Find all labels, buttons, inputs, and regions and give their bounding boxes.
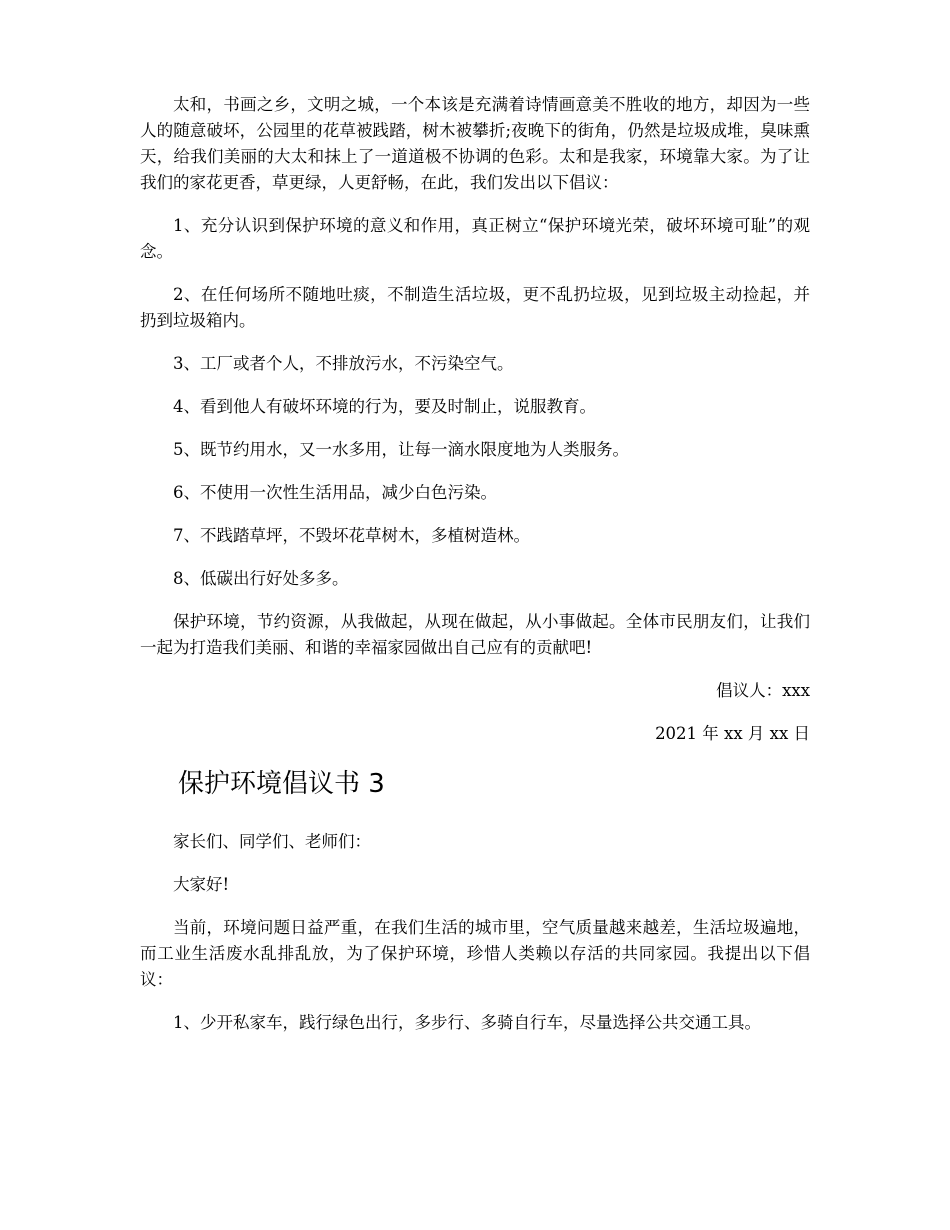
proposal-item-1: 1、充分认识到保护环境的意义和作用，真正树立“保护环境光荣，破坏环境可耻”的观念。: [140, 216, 810, 261]
greeting: 大家好!: [173, 875, 230, 894]
section3-title: 保护环境倡议书 3: [178, 769, 385, 799]
date-line: 2021 年 xx 月 xx 日: [655, 724, 810, 743]
section3-item-1: 1、少开私家车，践行绿色出行，多步行、多骑自行车，尽量选择公共交通工具。: [173, 1013, 761, 1032]
proposal-item-7: 7、不践踏草坪，不毁坏花草树木，多植树造林。: [173, 526, 530, 545]
proposal-item-4: 4、看到他人有破坏环境的行为，要及时制止，说服教育。: [173, 397, 596, 416]
section2-closing: 保护环境，节约资源，从我做起，从现在做起，从小事做起。全体市民朋友们，让我们一起为打造我们美丽、和谐的幸福家园做出自己应有的贡献吧!: [140, 612, 810, 657]
section2-intro: 太和，书画之乡，文明之城，一个本该是充满着诗情画意美不胜收的地方，却因为一些人的随意破坏，公园里的花草被践踏，树木被攀折;夜晚下的街角，仍然是垃圾成堆，臭味熏天，给我们美丽的大太和抹上了一道道极不协调的色彩。太和是我家，环境靠大家。为了让我们的家花更香，草更绿，人更舒畅，在此，我们发出以下倡议：: [140, 95, 810, 192]
salutation: 家长们、同学们、老师们：: [173, 832, 371, 851]
proposal-item-3: 3、工厂或者个人，不排放污水，不污染空气。: [173, 354, 514, 373]
signature: 倡议人：xxx: [716, 681, 810, 700]
document-body: [140, 92, 810, 1053]
proposal-item-6: 6、不使用一次性生活用品，减少白色污染。: [173, 483, 497, 502]
proposal-item-5: 5、既节约用水，又一水多用，让每一滴水限度地为人类服务。: [173, 440, 629, 459]
section3-intro: 当前，环境问题日益严重，在我们生活的城市里，空气质量越来越差，生活垃圾遍地，而工业生活废水乱排乱放，为了保护环境，珍惜人类赖以存活的共同家园。我提出以下倡议：: [140, 918, 810, 989]
proposal-item-8: 8、低碳出行好处多多。: [173, 569, 349, 588]
proposal-item-2: 2、在任何场所不随地吐痰，不制造生活垃圾，更不乱扔垃圾，见到垃圾主动捡起，并扔到垃圾箱内。: [140, 285, 810, 330]
